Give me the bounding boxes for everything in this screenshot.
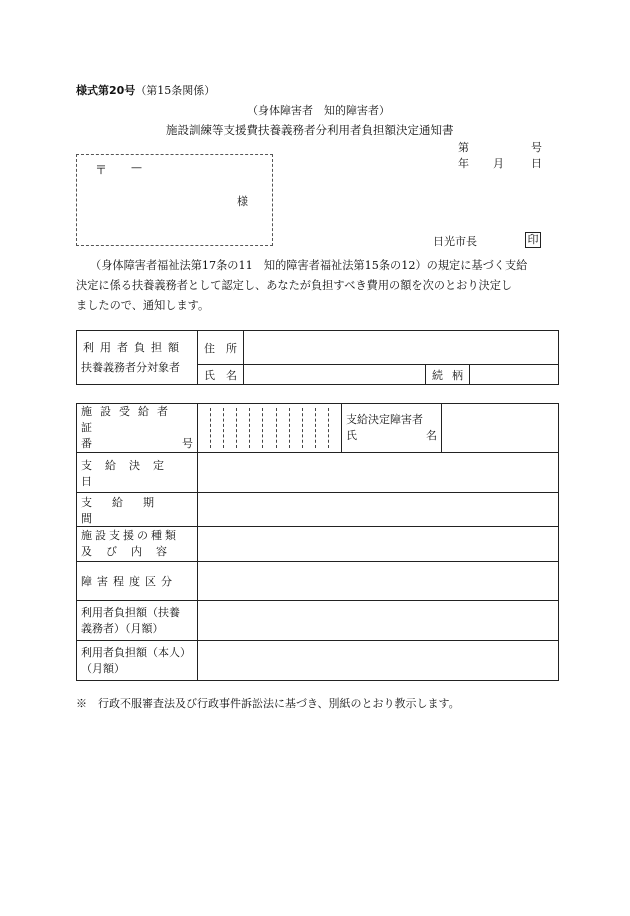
recipient-label-line1: 支給決定障害者 — [346, 413, 423, 426]
self-burden-value[interactable] — [198, 641, 559, 681]
form-number-line — [76, 82, 215, 98]
period-label-cell — [77, 493, 198, 527]
honorific: 様 — [237, 195, 248, 208]
address-value-cell[interactable] — [244, 331, 559, 365]
postal-mark: 〒 — [95, 163, 108, 177]
service-value[interactable] — [198, 527, 559, 562]
footnote: ※ 行政不服審査法及び行政事件訴訟法に基づき、別紙のとおり教示します。 — [76, 697, 460, 710]
decision-date-value[interactable] — [198, 453, 559, 493]
name-label-cell — [198, 365, 244, 385]
body-line-1: （身体障害者福祉法第17条の11 知的障害者福祉法第15条の12）の規定に基づく支給 — [90, 259, 528, 272]
body-paragraph — [76, 256, 558, 316]
recipient-label-char-2: 名 — [426, 429, 437, 442]
family-burden-label-line1: 利用者負担額（扶養 — [81, 605, 180, 619]
period-value[interactable] — [198, 493, 559, 527]
body-line-2: 決定に係る扶養義務者として認定し、あなたが負担すべき費用の額を次のとおり決定し — [76, 279, 513, 292]
form-number: 様式第20号 — [76, 84, 136, 97]
name-value-cell[interactable] — [244, 365, 426, 385]
service-label-line1: 施設支援の種類 — [81, 529, 179, 542]
seal-box: 印 — [525, 232, 541, 248]
service-label-cell — [77, 527, 198, 562]
date-year: 年 — [458, 157, 469, 170]
date-month: 月 — [493, 157, 504, 170]
recipient-label-cell — [342, 404, 442, 453]
self-burden-label-line2: （月額） — [81, 661, 125, 675]
recipient-name-value-cell[interactable] — [442, 404, 559, 453]
decision-date-label: 支給決定日 — [77, 453, 198, 493]
cert-number-digits[interactable] — [198, 404, 342, 453]
family-burden-label-cell — [77, 601, 198, 641]
name-label-char-1: 氏 — [204, 368, 215, 382]
period-label: 支給期間 — [81, 495, 174, 525]
issuer-name: 日光市長 — [433, 235, 477, 248]
beneficiary-label-line1: 利用者負担額 — [83, 340, 185, 354]
document-title: 施設訓練等支援費扶養義務者分利用者負担額決定通知書 — [166, 123, 454, 137]
body-line-3: ましたので、通知します。 — [76, 299, 210, 312]
beneficiary-table — [76, 330, 559, 385]
number-suffix: 号 — [531, 141, 542, 154]
postal-dash: — — [131, 161, 142, 174]
service-label-line2: 及び内容 — [81, 545, 181, 558]
form-relation: （第15条関係） — [135, 84, 216, 97]
address-label-char-2: 所 — [226, 341, 237, 355]
self-burden-label-line1: 利用者負担額（本人） — [81, 645, 191, 659]
address-box — [76, 154, 273, 246]
relation-label-char-2: 柄 — [452, 368, 463, 382]
cert-number-label-line1: 施設受給者証 — [81, 405, 176, 434]
family-burden-label-line2: 義務者）（月額） — [81, 621, 164, 635]
disability-level-label: 障害程度区分 — [77, 562, 198, 601]
date-day: 日 — [531, 157, 542, 170]
beneficiary-label-cell — [77, 331, 198, 385]
relation-value-cell[interactable] — [470, 365, 559, 385]
relation-label-cell — [426, 365, 470, 385]
recipient-label-char-1: 氏 — [346, 429, 357, 442]
name-label-char-2: 名 — [226, 368, 237, 382]
cert-number-label-char-2: 号 — [182, 437, 193, 450]
relation-label-char-1: 続 — [432, 368, 443, 382]
category-heading: （身体障害者 知的障害者） — [247, 104, 390, 117]
disability-level-value[interactable] — [198, 562, 559, 601]
family-burden-value[interactable] — [198, 601, 559, 641]
number-prefix: 第 — [458, 141, 469, 154]
cert-number-label-cell — [77, 404, 198, 453]
address-label-char-1: 住 — [204, 341, 215, 355]
self-burden-label-cell — [77, 641, 198, 681]
address-label-cell — [198, 331, 244, 365]
decision-table — [76, 403, 559, 681]
beneficiary-label-line2: 扶養義務者分対象者 — [81, 360, 180, 374]
cert-number-label-char-1: 番 — [81, 437, 92, 450]
